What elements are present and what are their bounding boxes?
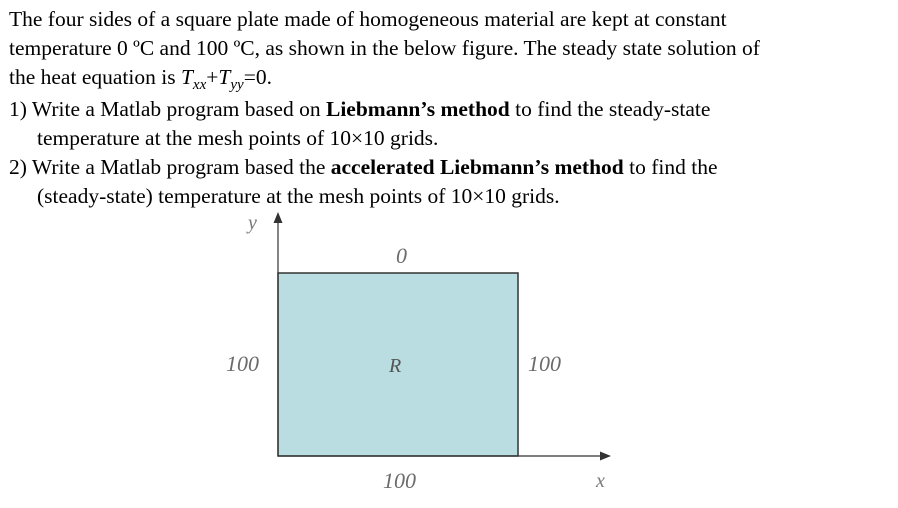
intro-line-2: temperature 0 ºC and 100 ºC, as shown in the below figure. The steady state solution of [9, 36, 760, 60]
x-axis-label: x [596, 470, 605, 492]
intro-line-3-prefix: the heat equation is [9, 65, 181, 89]
equation-plus: + [206, 65, 219, 89]
y-axis-label: y [248, 212, 257, 234]
intro-line-3-suffix: =0. [243, 65, 272, 89]
x-axis-arrowhead [600, 452, 611, 461]
task-1-number: 1) [9, 97, 27, 121]
task-1-method: Liebmann’s method [325, 97, 510, 121]
equation-subscript-yy: yy [230, 77, 244, 93]
equation-subscript-xx: xx [192, 77, 207, 93]
task-2-text-after: to find the [623, 155, 718, 179]
task-2-number: 2) [9, 155, 27, 179]
task-1-line-2: temperature at the mesh points of 10×10 grids. [37, 126, 439, 150]
task-2-method: accelerated Liebmann’s method [330, 155, 624, 179]
task-2-text-before: Write a Matlab program based the [26, 155, 331, 179]
task-1-text-before: Write a Matlab program based on [26, 97, 326, 121]
equation-term-t2: T [218, 65, 231, 89]
task-1-text-after: to find the steady-state [509, 97, 711, 121]
equation-term-t1: T [180, 65, 193, 89]
task-2-line-2: (steady-state) temperature at the mesh points of 10×10 grids. [37, 184, 560, 208]
region-label: R [389, 355, 402, 377]
y-axis-arrowhead [274, 212, 283, 223]
bottom-boundary-temperature: 100 [383, 468, 416, 493]
left-boundary-temperature: 100 [226, 351, 259, 376]
right-boundary-temperature: 100 [528, 351, 561, 376]
intro-line-1: The four sides of a square plate made of homogeneous material are kept at constant [9, 7, 727, 31]
top-boundary-temperature: 0 [396, 243, 407, 268]
